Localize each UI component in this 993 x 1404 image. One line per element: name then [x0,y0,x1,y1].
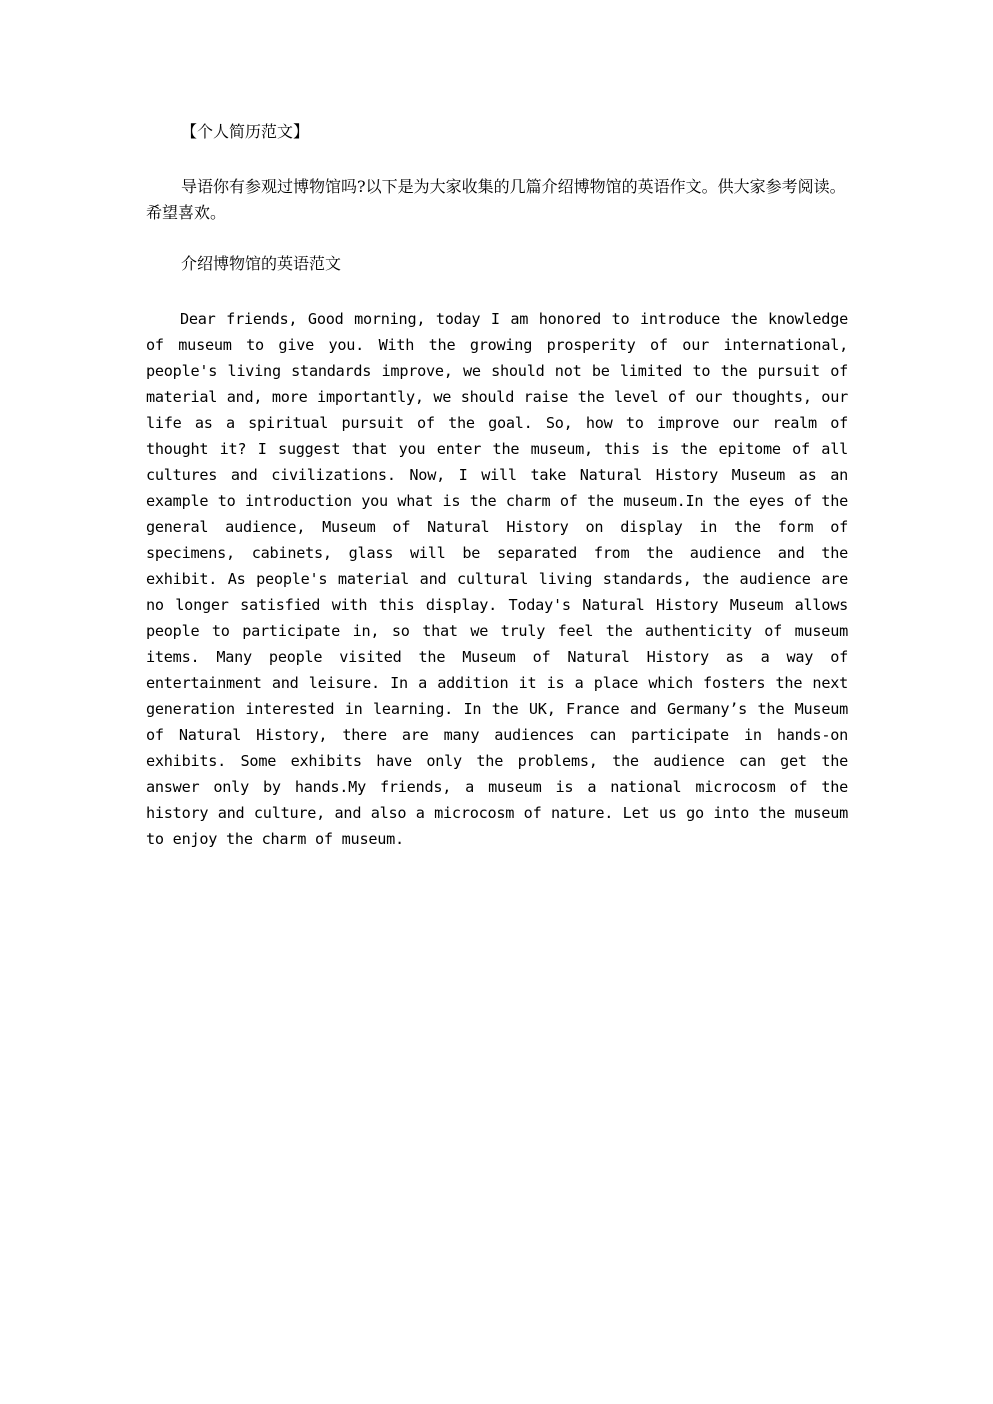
intro-paragraph: 导语你有参观过博物馆吗?以下是为大家收集的几篇介绍博物馆的英语作文。供大家参考阅读。希望喜欢。 [146,177,846,222]
essay-paragraph: Dear friends, Good morning, today I am honored to introduce the knowledge of museum to give you. With the growing prosperity of our international, people's living standards improve, we should not be limited to the pursuit of material and, more importantly, we should raise the level of our thoughts, our life as a spiritual pursuit of the goal. So, how to improve our realm of thought it? I suggest that you enter the museum, this is the epitome of all cultures and civilizations. Now, I will take Natural History Museum as an example to introduction you what is the charm of the museum.In the eyes of the general audience, Museum of Natural History on display in the form of specimens, cabinets, glass will be separated from the audience and the exhibit. As people's material and cultural living standards, the audience are no longer satisfied with this display. Today's Natural History Museum allows people to participate in, so that we truly feel the authenticity of museum items. Many people visited the Museum of Natural History as a way of entertainment and leisure. In a addition it is a place which fosters the next generation interested in learning. In the UK, France and Germany’s the Museum of Natural History, there are many audiences can participate in hands-on exhibits. Some exhibits have only the problems, the audience can get the answer only by hands.My friends, a museum is a national microcosm of the history and culture, and also a microcosm of nature. Let us go into the museum to enjoy the charm of museum. [146,310,848,848]
section-title: 介绍博物馆的英语范文 [181,254,342,273]
document-heading: 【个人简历范文】 [181,122,310,141]
